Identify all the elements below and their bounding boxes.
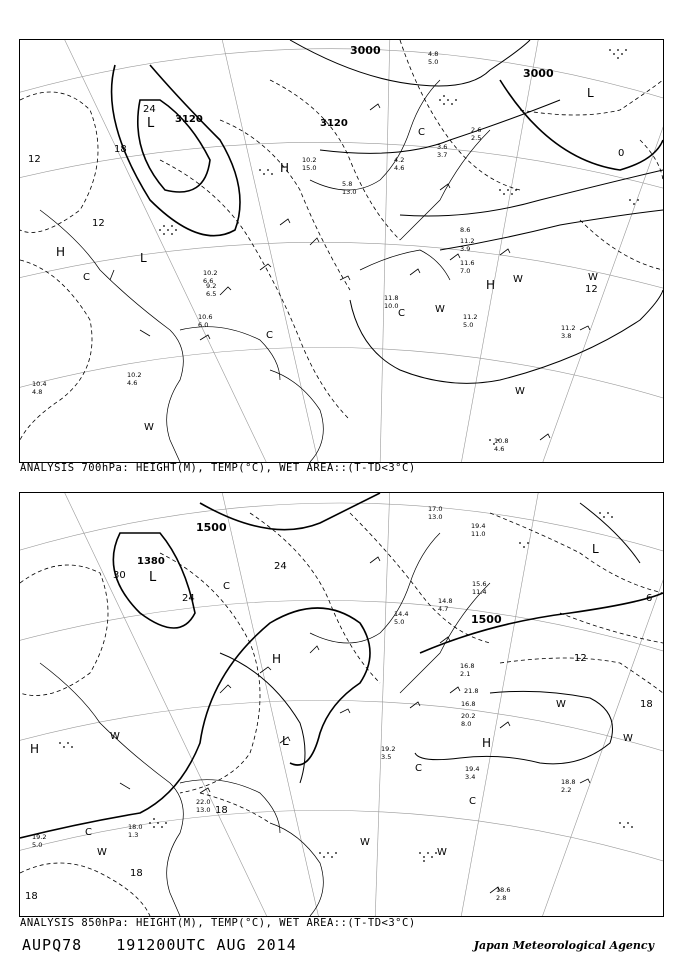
contour-labels-700 (28, 44, 624, 295)
low-center: L (282, 734, 289, 748)
map-850hpa-canvas (20, 493, 663, 916)
station-value: 6.6 (203, 277, 214, 285)
station-value: 3.5 (381, 753, 392, 761)
contour-label: 30 (113, 570, 126, 581)
warm-center: W (97, 847, 107, 858)
station-value: 22.0 (196, 798, 211, 806)
station-value: 5.0 (32, 841, 43, 849)
warm-center: W (515, 386, 525, 397)
station-value: 8.6 (460, 226, 471, 234)
low-center: L (592, 542, 599, 556)
station-value: 3.9 (460, 245, 471, 253)
map-850hpa (19, 492, 664, 917)
cold-center: C (469, 796, 476, 807)
contour-label: 12 (585, 284, 598, 295)
contour-label: 12 (92, 218, 105, 229)
station-value: 10.0 (384, 302, 399, 310)
station-value: 14.4 (394, 610, 409, 618)
contour-label: 18 (640, 699, 653, 710)
contour-label: 1500 (196, 521, 227, 534)
low-center: L (140, 251, 147, 265)
station-value: 5.8 (342, 180, 353, 188)
station-value: 3.7 (437, 151, 448, 159)
station-value: 13.0 (196, 806, 211, 814)
station-value: 13.0 (342, 188, 357, 196)
warm-center: W (435, 304, 445, 315)
high-center: H (56, 245, 66, 259)
station-value: 1.3 (128, 831, 139, 839)
station-value: 2.1 (460, 670, 471, 678)
chart-code: AUPQ78 (22, 936, 83, 954)
station-value: 18.6 (496, 886, 511, 894)
station-value: 19.4 (465, 765, 480, 773)
contour-label: 6 (646, 593, 653, 604)
station-value: 19.2 (381, 745, 396, 753)
chart-footer (22, 936, 331, 954)
station-value: 5.0 (428, 58, 439, 66)
station-value: 11.4 (472, 588, 487, 596)
warm-center: W (360, 837, 370, 848)
cold-center: C (398, 308, 405, 319)
station-value: 6.5 (206, 290, 217, 298)
warm-center: W (144, 422, 154, 433)
station-value: 11.2 (561, 324, 576, 332)
contour-label: 3120 (175, 114, 203, 125)
station-value: 10.2 (127, 371, 142, 379)
contour-label: 3000 (523, 67, 554, 80)
chart-datetime: 191200UTC AUG 2014 (116, 936, 297, 954)
station-value: 6.0 (198, 321, 209, 329)
contour-label: 18 (114, 144, 127, 155)
station-value: 4.7 (438, 605, 449, 613)
high-center: H (482, 736, 492, 750)
contour-label: 1380 (137, 556, 165, 567)
contour-label: 12 (28, 154, 41, 165)
contour-label: 18 (215, 805, 228, 816)
agency-name: Japan Meteorological Agency (473, 939, 654, 952)
low-center: L (149, 570, 157, 585)
station-value: 11.2 (463, 313, 478, 321)
cold-center: C (85, 827, 92, 838)
station-value: 14.8 (438, 597, 453, 605)
station-value: 21.8 (464, 687, 479, 695)
station-value: 10.2 (302, 156, 317, 164)
warm-center: W (110, 731, 120, 742)
station-value: 4.6 (127, 379, 138, 387)
station-value: 20.2 (461, 712, 476, 720)
station-value: 2.8 (496, 894, 507, 902)
warm-center: W (513, 274, 523, 285)
station-value: 3.6 (437, 143, 448, 151)
warm-center: W (437, 847, 447, 858)
station-value: 3.8 (561, 332, 572, 340)
station-value: 4.6 (494, 445, 505, 453)
station-value: 13.0 (428, 513, 443, 521)
low-center: L (147, 116, 155, 131)
contour-label: 24 (143, 104, 156, 115)
station-value: 4.8 (428, 50, 439, 58)
station-value: 16.8 (460, 662, 475, 670)
station-value: 4.6 (394, 164, 405, 172)
station-value: 11.0 (471, 530, 486, 538)
caption-700hpa: ANALYSIS 700hPa: HEIGHT(M), TEMP(°C), WET AREA::(T-TD<3°C) (20, 462, 416, 474)
contour-label: 24 (274, 561, 287, 572)
station-value: 10.8 (494, 437, 509, 445)
station-value: 2.5 (471, 134, 482, 142)
warm-center: W (623, 733, 633, 744)
map-700hpa-canvas (20, 40, 663, 462)
station-value: 15.0 (302, 164, 317, 172)
contour-label: 0 (618, 148, 625, 159)
contour-label: 18 (25, 891, 38, 902)
warm-center: W (588, 272, 598, 283)
station-value: 11.8 (384, 294, 399, 302)
station-value: 7.0 (460, 267, 471, 275)
contour-label: 1500 (471, 613, 502, 626)
station-value: 5.0 (394, 618, 405, 626)
station-value: 2.6 (471, 126, 482, 134)
cold-center: C (83, 272, 90, 283)
station-value: 11.2 (460, 237, 475, 245)
station-value: 10.4 (32, 380, 47, 388)
high-center: H (272, 652, 282, 666)
station-value: 4.8 (32, 388, 43, 396)
cold-center: C (418, 127, 425, 138)
high-center: H (280, 161, 290, 175)
station-value: 18.0 (128, 823, 143, 831)
station-value: 18.8 (561, 778, 576, 786)
station-value: 9.2 (206, 282, 217, 290)
contour-label: 24 (182, 593, 195, 604)
station-value: 8.0 (461, 720, 472, 728)
contour-label: 18 (130, 868, 143, 879)
contour-labels-850 (25, 521, 653, 902)
map-700hpa (19, 39, 664, 463)
station-value: 11.6 (460, 259, 475, 267)
warm-center: W (556, 699, 566, 710)
contour-label: 3000 (350, 44, 381, 57)
station-value: 19.2 (32, 833, 47, 841)
station-value: 16.8 (461, 700, 476, 708)
cold-center: C (415, 763, 422, 774)
station-value: 19.4 (471, 522, 486, 530)
cold-center: C (223, 581, 230, 592)
station-value: 2.2 (561, 786, 572, 794)
station-value: 4.2 (394, 156, 405, 164)
station-value: 10.6 (198, 313, 213, 321)
high-center: H (30, 742, 40, 756)
station-value: 5.0 (463, 321, 474, 329)
station-value: 17.0 (428, 505, 443, 513)
contour-label: 12 (574, 653, 587, 664)
contour-label: 3120 (320, 118, 348, 129)
low-center: L (587, 86, 594, 100)
station-value: 15.6 (472, 580, 487, 588)
cold-center: C (266, 330, 273, 341)
high-center: H (486, 278, 496, 292)
station-value: 3.4 (465, 773, 476, 781)
caption-850hpa: ANALYSIS 850hPa: HEIGHT(M), TEMP(°C), WET AREA::(T-TD<3°C) (20, 917, 416, 929)
station-value: 10.2 (203, 269, 218, 277)
